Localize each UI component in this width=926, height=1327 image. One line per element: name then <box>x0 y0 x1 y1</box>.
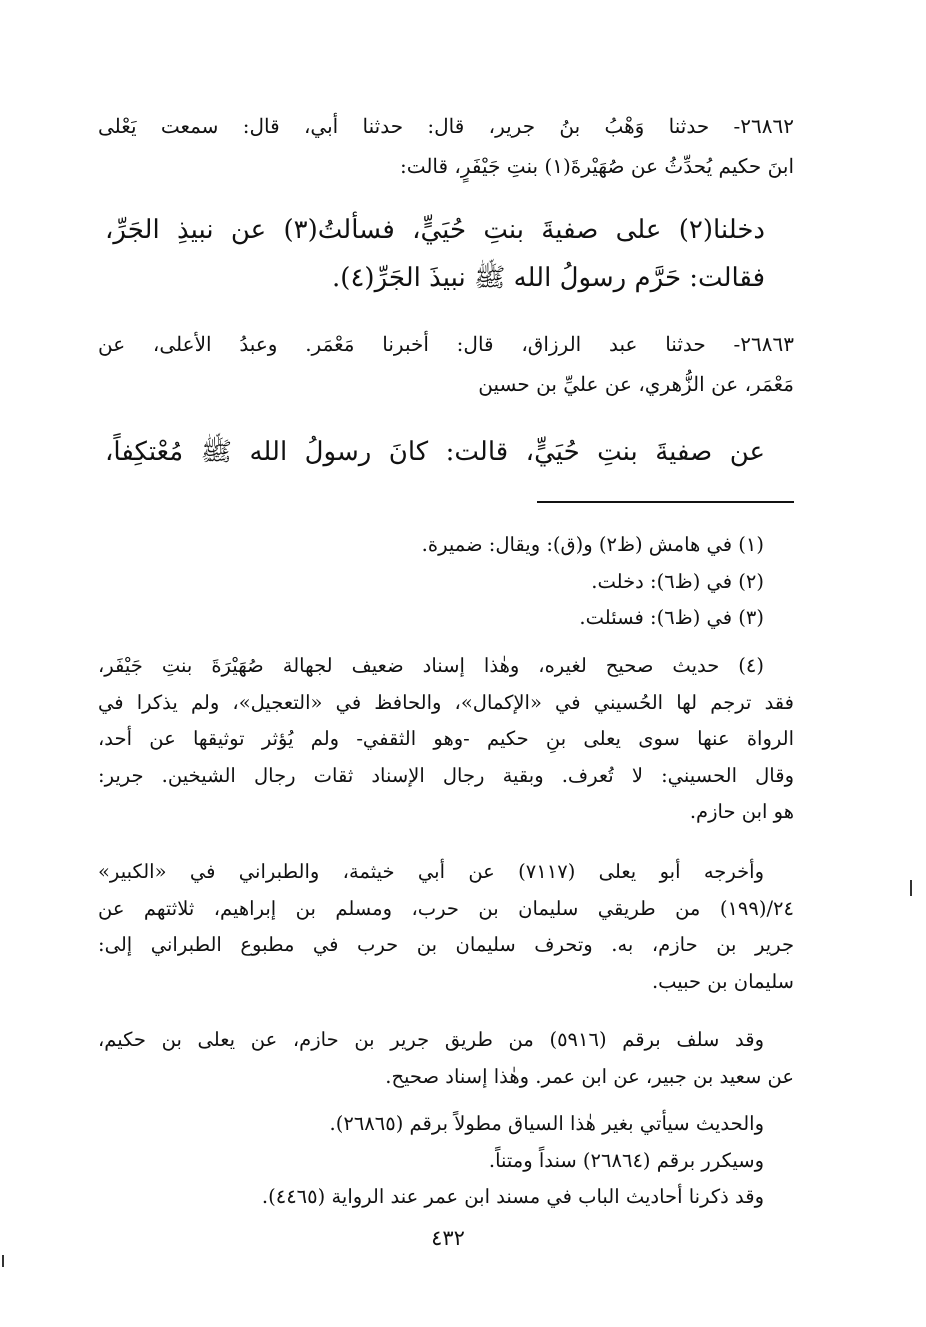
text-line: والحديث سيأتي بغير هٰذا السياق مطولاً برقم (٢٦٨٦٥). <box>329 1112 764 1135</box>
text-line: وأخرجه أبو يعلى (٧١١٧) عن أبي خيثمة، والطبراني في «الكبير» <box>98 860 765 883</box>
text-line: عن سعيد بن جبير، عن ابن عمر. وهٰذا إسناد صحيح. <box>385 1064 794 1088</box>
page-number: ٤٣٢ <box>431 1226 465 1250</box>
footnote: (٢) في (ظ٦): دخلت. <box>591 569 764 593</box>
text-line: مَعْمَر، عن الزُّهري، عن عليِّ بن حسين <box>478 372 794 396</box>
text-line: سليمان بن حبيب. <box>651 969 794 993</box>
text-line: عن صفيةَ بنتِ حُيَيٍّ، قالت: كانَ رسولُ الله ﷺ مُعْتكِفاً، <box>105 437 765 467</box>
text-line: الرواة عنها سوى يعلى بنِ حكيم -وهو الثقفي- ولم يُؤثر توثيقها عن أحد، <box>98 727 794 750</box>
footnote-4-paragraph-2 <box>98 854 794 1000</box>
text-line: ٢٦٨٦٢- حدثنا وَهْبُ بنُ جرير، قال: حدثنا أبي، قال: سمعت يَعْلى <box>98 114 794 138</box>
hadith-26863-isnad <box>98 324 794 404</box>
footnote: (٣) في (ظ٦): فسئلت. <box>579 606 764 629</box>
text-line: هو ابن حازم. <box>689 800 794 823</box>
footnote-4-paragraph-3 <box>98 1022 794 1095</box>
scan-edge-mark <box>910 880 912 896</box>
scan-edge-mark <box>2 1255 4 1267</box>
text-line: وقد ذكرنا أحاديث الباب في مسند ابن عمر عند الرواية (٤٤٦٥). <box>261 1185 764 1208</box>
text-line: جرير بن حازم، به. وتحرف سليمان بن حرب في مطبوع الطبراني إلى: <box>98 933 794 956</box>
hadith-26863-matn <box>105 428 765 476</box>
footnote-4-paragraph-1 <box>98 648 794 831</box>
text-line: وقال الحسيني: لا تُعرف. وبقية رجال الإسناد ثقات رجال الشيخين. جرير: <box>98 763 794 787</box>
text-line: وسيكرر برقم (٢٦٨٦٤) سنداً ومتناً. <box>488 1148 764 1172</box>
hadith-26862-isnad <box>98 106 794 186</box>
text-line: فقالت: حَرَّم رسولُ الله ﷺ نبيذَ الجَرِّ(٤). <box>332 263 765 293</box>
hadith-26862-matn <box>105 206 765 302</box>
text-line: دخلنا(٢) على صفيةَ بنتِ حُيَيٍّ، فسألتُ(٣) عن نبيذِ الجَرِّ، <box>105 215 766 245</box>
text-line: وقد سلف برقم (٥٩١٦) من طريق جرير بن حازم، عن يعلى بن حكيم، <box>98 1028 764 1051</box>
footnote-separator <box>537 501 794 503</box>
text-line: ٢٤/(١٩٩) من طريقي سليمان بن حرب، ومسلم بن إبراهيم، ثلاثتهم عن <box>98 896 794 920</box>
footnote-4-tail <box>98 1106 794 1216</box>
text-line: فقد ترجم لها الحُسيني في «الإكمال»، والحافظ في «التعجيل»، ولم يذكرا في <box>98 690 794 714</box>
footnotes-short <box>98 527 794 637</box>
footnote: (١) في هامش (ظ٢) و(ق): ويقال: ضميرة. <box>421 533 764 556</box>
text-line: (٤) حديث صحيح لغيره، وهٰذا إسناد ضعيف لجهالة صُهَيْرَةَ بنتِ جَيْفَر، <box>98 654 764 677</box>
text-line: ٢٦٨٦٣- حدثنا عبد الرزاق، قال: أخبرنا مَعْمَر. وعبدُ الأعلى، عن <box>98 332 794 356</box>
text-line: ابنَ حكيم يُحدِّثُ عن صُهَيْرةَ(١) بنتِ جَيْفَرٍ، قالت: <box>399 154 794 178</box>
